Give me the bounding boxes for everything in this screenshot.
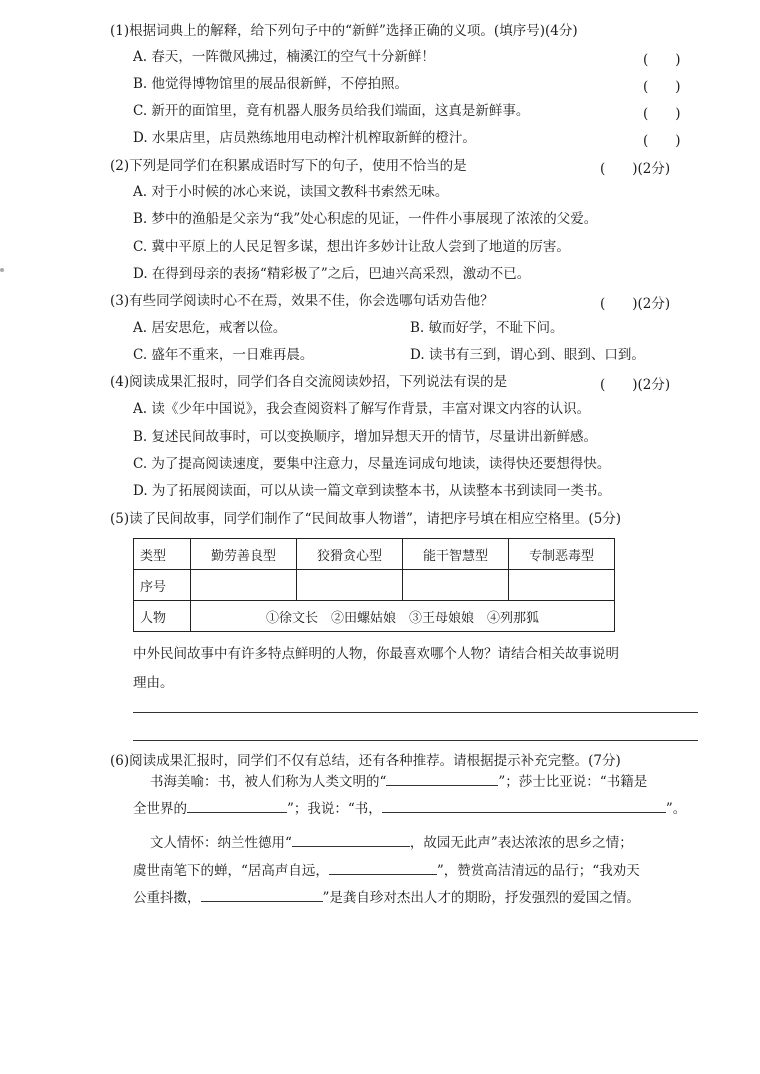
q5-prompt-line1: 中外民间故事中有许多特点鲜明的人物，你最喜欢哪个人物？请结合相关故事说明: [133, 646, 619, 662]
q6-text: ”；我说：“书，: [287, 801, 382, 817]
answer-cell[interactable]: [297, 570, 403, 601]
q5-stem: (5)读了民间故事，同学们制作了“民间故事人物谱”，请把序号填在相应空格里。(5分): [110, 511, 622, 527]
q3-answer[interactable]: ( )(2分): [600, 296, 671, 312]
q6-p2-line1: [150, 829, 633, 857]
answer-line[interactable]: [133, 740, 698, 741]
q1-answer-a[interactable]: ( ): [643, 52, 681, 68]
q6-text: 虞世南笔下的蝉，“居高声自远，: [133, 863, 329, 879]
q2-option-d: D. 在得到母亲的表扬“精彩极了”之后，巴迪兴高采烈，激动不已。: [133, 266, 531, 282]
q1-answer-c[interactable]: ( ): [643, 106, 681, 122]
q6-text: ”。: [665, 801, 687, 817]
table-cell: 人物: [134, 601, 191, 632]
fill-blank[interactable]: [187, 798, 287, 813]
q2-option-c: C. 冀中平原上的人民足智多谋，想出许多妙计让敌人尝到了地道的厉害。: [133, 239, 570, 255]
q3-option-d: D. 读书有三到，谓心到、眼到、口到。: [410, 347, 645, 363]
q6-text: 公重抖擞，: [133, 890, 201, 906]
q3-option-c: C. 盛年不重来，一日难再晨。: [133, 347, 314, 363]
q6-p2-line3: [133, 884, 640, 912]
q6-p2-line2: [133, 857, 640, 885]
q1-answer-d[interactable]: ( ): [643, 133, 681, 149]
q6-p1-line1: [150, 768, 647, 796]
fill-blank[interactable]: [382, 798, 666, 813]
q6-text: ，故园无此声”表达浓浓的思乡之情；: [409, 835, 633, 851]
fill-blank[interactable]: [329, 860, 437, 875]
table-cell: 狡猾贪心型: [297, 539, 403, 570]
q6-text: ”，赞赏高洁清远的品行；“我劝天: [436, 863, 640, 879]
q1-option-b: B. 他觉得博物馆里的展品很新鲜，不停拍照。: [133, 76, 409, 92]
fill-blank[interactable]: [292, 832, 410, 847]
table-cell: 勤劳善良型: [191, 539, 297, 570]
fill-blank[interactable]: [386, 771, 498, 786]
table-cell: 能干智慧型: [403, 539, 509, 570]
q2-answer[interactable]: ( )(2分): [600, 161, 671, 177]
q2-option-a: A. 对于小时候的冰心来说，读国文教科书索然无味。: [133, 184, 449, 200]
character-table: [133, 538, 615, 632]
q6-text: 全世界的: [133, 801, 187, 817]
q5-prompt-line2: 理由。: [133, 675, 174, 691]
q6-stem: (6)阅读成果汇报时，同学们不仅有总结，还有各种推荐。请根据提示补充完整。(7分): [110, 753, 621, 769]
q4-option-a: A. 读《少年中国说》，我会查阅资料了解写作背景，丰富对课文内容的认识。: [133, 401, 591, 417]
q6-text: 书海美喻：书，被人们称为人类文明的“: [150, 774, 387, 790]
q4-option-c: C. 为了提高阅读速度，要集中注意力，尽量连词成句地读，读得快还要想得快。: [133, 456, 611, 472]
q4-answer[interactable]: ( )(2分): [600, 377, 671, 393]
q1-answer-b[interactable]: ( ): [643, 79, 681, 95]
q1-option-d: D. 水果店里，店员熟练地用电动榨汁机榨取新鲜的橙汁。: [133, 130, 476, 146]
q3-option-b: B. 敏而好学，不耻下问。: [410, 320, 564, 336]
table-cell: 专制恶毒型: [509, 539, 615, 570]
q1-option-c: C. 新开的面馆里，竟有机器人服务员给我们端面，这真是新鲜事。: [133, 103, 530, 119]
fill-blank[interactable]: [201, 887, 323, 902]
q2-option-b: B. 梦中的渔船是父亲为“我”处心积虑的见证，一件件小事展现了浓浓的父爱。: [133, 211, 598, 227]
q4-option-b: B. 复述民间故事时，可以变换顺序，增加异想天开的情节，尽量讲出新鲜感。: [133, 429, 598, 445]
q4-option-d: D. 为了拓展阅读面，可以从读一篇文章到读整本书，从读整本书到读同一类书。: [133, 483, 611, 499]
characters-list: ①徐文长 ②田螺姑娘 ③王母娘娘 ④列那狐: [191, 601, 615, 632]
answer-cell[interactable]: [191, 570, 297, 601]
q6-p1-line2: [133, 795, 686, 823]
table-row: [134, 539, 615, 570]
table-row: [134, 570, 615, 601]
answer-cell[interactable]: [403, 570, 509, 601]
table-cell: 类型: [134, 539, 191, 570]
q3-option-a: A. 居安思危，戒奢以俭。: [133, 320, 287, 336]
q2-stem: (2)下列是同学们在积累成语时写下的句子，使用不恰当的是: [110, 158, 467, 174]
q3-stem: (3)有些同学阅读时心不在焉，效果不佳，你会选哪句话劝告他？: [110, 293, 494, 309]
q6-text: 文人情怀：纳兰性德用“: [150, 835, 292, 851]
answer-cell[interactable]: [509, 570, 615, 601]
q6-text: ”；莎士比亚说：“书籍是: [498, 774, 648, 790]
answer-line[interactable]: [133, 712, 698, 713]
q6-text: ”是龚自珍对杰出人才的期盼，抒发强烈的爱国之情。: [322, 890, 640, 906]
q4-stem: (4)阅读成果汇报时，同学们各自交流阅读妙招，下列说法有误的是: [110, 374, 508, 390]
q1-option-a: A. 春天，一阵微风拂过，楠溪江的空气十分新鲜！: [133, 49, 435, 65]
scan-dot: [0, 268, 4, 272]
q1-stem: (1)根据词典上的解释，给下列句子中的“新鲜”选择正确的义项。(填序号)(4分): [110, 23, 578, 39]
table-cell: 序号: [134, 570, 191, 601]
table-row: [134, 601, 615, 632]
